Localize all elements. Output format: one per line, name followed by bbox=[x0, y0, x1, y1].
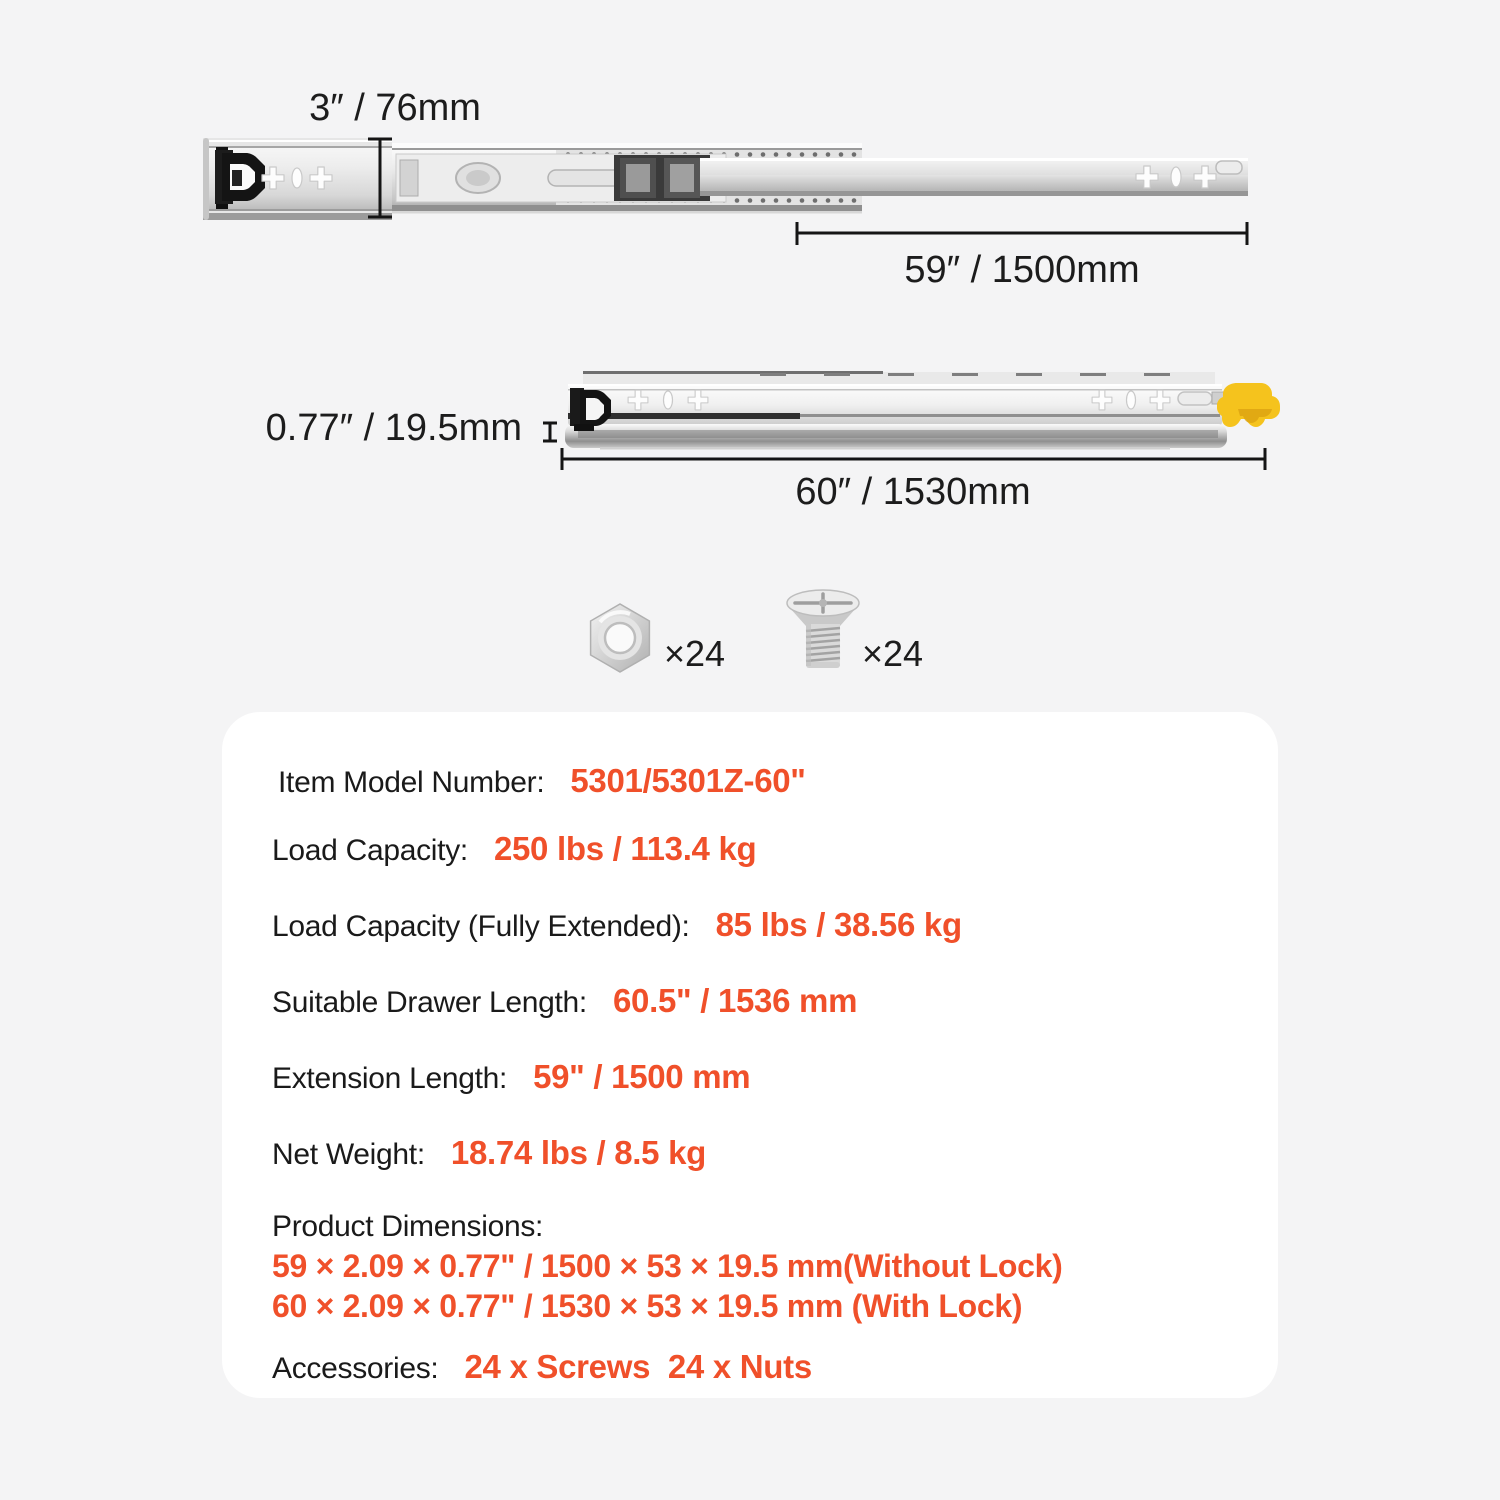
spec-value: 24 x Screws 24 x Nuts bbox=[464, 1348, 812, 1385]
spec-label: Net Weight: bbox=[272, 1138, 425, 1171]
bottom-slide-length-dimension-line bbox=[562, 448, 1265, 470]
spec-row-load-capacity-extended bbox=[272, 906, 962, 944]
top-slide-extension-label: 59″ / 1500mm bbox=[904, 249, 1140, 291]
bottom-slide-length-label: 60″ / 1530mm bbox=[795, 471, 1031, 513]
top-slide-height-label: 3″ / 76mm bbox=[309, 87, 481, 129]
screw-icon bbox=[787, 590, 859, 668]
spec-value: 18.74 lbs / 8.5 kg bbox=[450, 1134, 706, 1171]
spec-row-product-dimensions bbox=[272, 1210, 543, 1244]
spec-row-item-model bbox=[278, 762, 806, 800]
spec-label: Product Dimensions: bbox=[272, 1210, 544, 1243]
spec-label: Load Capacity: bbox=[272, 834, 468, 867]
spec-label: Extension Length: bbox=[272, 1062, 508, 1095]
product-dimensions-values bbox=[272, 1246, 1063, 1326]
spec-row-extension-length bbox=[272, 1058, 750, 1096]
spec-value: 60.5" / 1536 mm bbox=[612, 982, 858, 1019]
spec-row-accessories bbox=[272, 1348, 812, 1386]
spec-value: 5301/5301Z-60" bbox=[570, 762, 806, 799]
spec-panel bbox=[222, 712, 1278, 1398]
spec-label: Item Model Number: bbox=[278, 766, 545, 799]
spec-label: Suitable Drawer Length: bbox=[272, 986, 587, 1019]
top-slide-extension-dimension-line bbox=[797, 222, 1247, 245]
bottom-slide-thickness-dimension-line bbox=[543, 423, 557, 441]
spec-value: 250 lbs / 113.4 kg bbox=[493, 830, 757, 867]
nut-count-label: ×24 bbox=[664, 633, 726, 674]
spec-row-drawer-length bbox=[272, 982, 857, 1020]
spec-label: Accessories: bbox=[272, 1352, 439, 1385]
dimensions-without-lock: 59 × 2.09 × 0.77" / 1500 × 53 × 19.5 mm(Without Lock) bbox=[272, 1248, 1063, 1284]
lock-lever-icon bbox=[1212, 383, 1280, 427]
spec-label: Load Capacity (Fully Extended): bbox=[272, 910, 690, 943]
dimensions-with-lock: 60 × 2.09 × 0.77" / 1530 × 53 × 19.5 mm (With Lock) bbox=[272, 1288, 1023, 1324]
spec-row-load-capacity bbox=[272, 830, 756, 868]
spec-row-net-weight bbox=[272, 1134, 706, 1172]
spec-value: 85 lbs / 38.56 kg bbox=[715, 906, 962, 943]
nut-icon bbox=[591, 604, 650, 672]
screw-count-label: ×24 bbox=[862, 633, 924, 674]
top-slide-illustration bbox=[203, 138, 1248, 220]
bottom-slide-illustration bbox=[565, 371, 1280, 450]
bottom-slide-thickness-label: 0.77″ / 19.5mm bbox=[265, 407, 522, 449]
spec-value: 59" / 1500 mm bbox=[533, 1058, 751, 1095]
